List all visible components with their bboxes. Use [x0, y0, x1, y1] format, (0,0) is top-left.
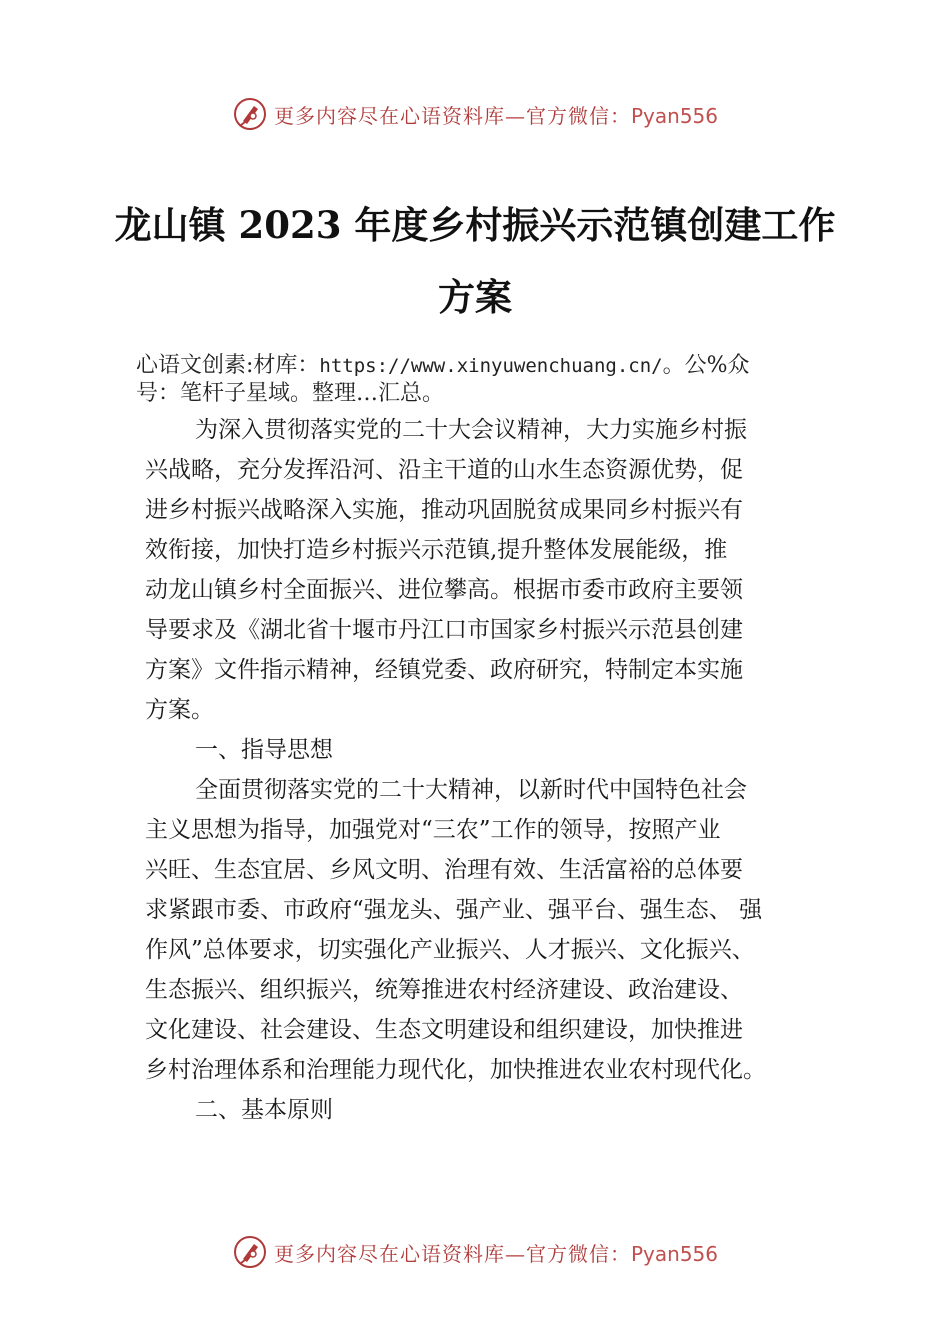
body-line: 主义思想为指导，加强党对“三农”工作的领导，按照产业 [145, 817, 721, 843]
document-title-line-1: 龙山镇 2023 年度乡村振兴示范镇创建工作 [114, 203, 836, 247]
body-line: 兴战略，充分发挥沿河、沿主干道的山水生态资源优势，促 [145, 457, 743, 483]
source-note-line-2: 号：笔杆子星域。整理…汇总。 [136, 381, 445, 406]
body-line: 全面贯彻落实党的二十大精神，以新时代中国特色社会 [195, 777, 747, 803]
pen-nib-logo-icon [232, 1234, 268, 1270]
body-line: 效衔接，加快打造乡村振兴示范镇,提升整体发展能级，推 [145, 537, 728, 563]
source-note-line-1 [136, 352, 836, 380]
document-title-line-2: 方案 [438, 275, 512, 319]
body-line: 文化建设、社会建设、生态文明建设和组织建设，加快推进 [145, 1017, 743, 1043]
body-line: 导要求及《湖北省十堰市丹江口市国家乡村振兴示范县创建 [145, 617, 743, 643]
banner-wechat-id: Pyan556 [630, 1241, 718, 1266]
body-line: 兴旺、生态宜居、乡风文明、治理有效、生活富裕的总体要 [145, 857, 743, 883]
body-line: 生态振兴、组织振兴，统筹推进农村经济建设、政治建设、 [145, 977, 743, 1003]
body-line: 方案》文件指示精神，经镇党委、政府研究，特制定本实施 [145, 657, 743, 683]
body-line: 进乡村振兴战略深入实施，推动巩固脱贫成果同乡村振兴有 [145, 497, 743, 523]
banner-caption: 更多内容尽在心语资料库—官方微信： [273, 103, 631, 128]
body-line: 乡村治理体系和治理能力现代化，加快推进农业农村现代化。 [145, 1057, 766, 1083]
banner-text [274, 100, 718, 129]
source-note [136, 352, 836, 408]
body-line: 为深入贯彻落实党的二十大会议精神，大力实施乡村振 [195, 417, 747, 443]
body-line: 方案。 [145, 697, 214, 723]
header-banner [0, 92, 950, 136]
banner-caption: 更多内容尽在心语资料库—官方微信： [273, 1241, 631, 1266]
banner-text [274, 1238, 718, 1267]
body-line: 动龙山镇乡村全面振兴、进位攀高。根据市委市政府主要领 [145, 577, 743, 603]
banner-wechat-id: Pyan556 [630, 103, 718, 128]
body-line: 求紧跟市委、市政府“强龙头、强产业、强平台、强生态、 强 [145, 897, 763, 923]
section-heading-1: 一、指导思想 [195, 737, 333, 763]
pen-nib-logo-icon [232, 96, 268, 132]
source-note-prefix: 心语文创素:材库： [136, 353, 320, 378]
body-line: 作风”总体要求，切实强化产业振兴、人才振兴、文化振兴、 [145, 937, 755, 963]
document-body [145, 410, 815, 1130]
source-url: https://www.xinyuwenchuang.cn/ [319, 355, 663, 377]
source-note-suffix: 。公%众 [662, 353, 750, 378]
section-heading-2: 二、基本原则 [195, 1097, 333, 1123]
footer-banner [0, 1230, 950, 1274]
